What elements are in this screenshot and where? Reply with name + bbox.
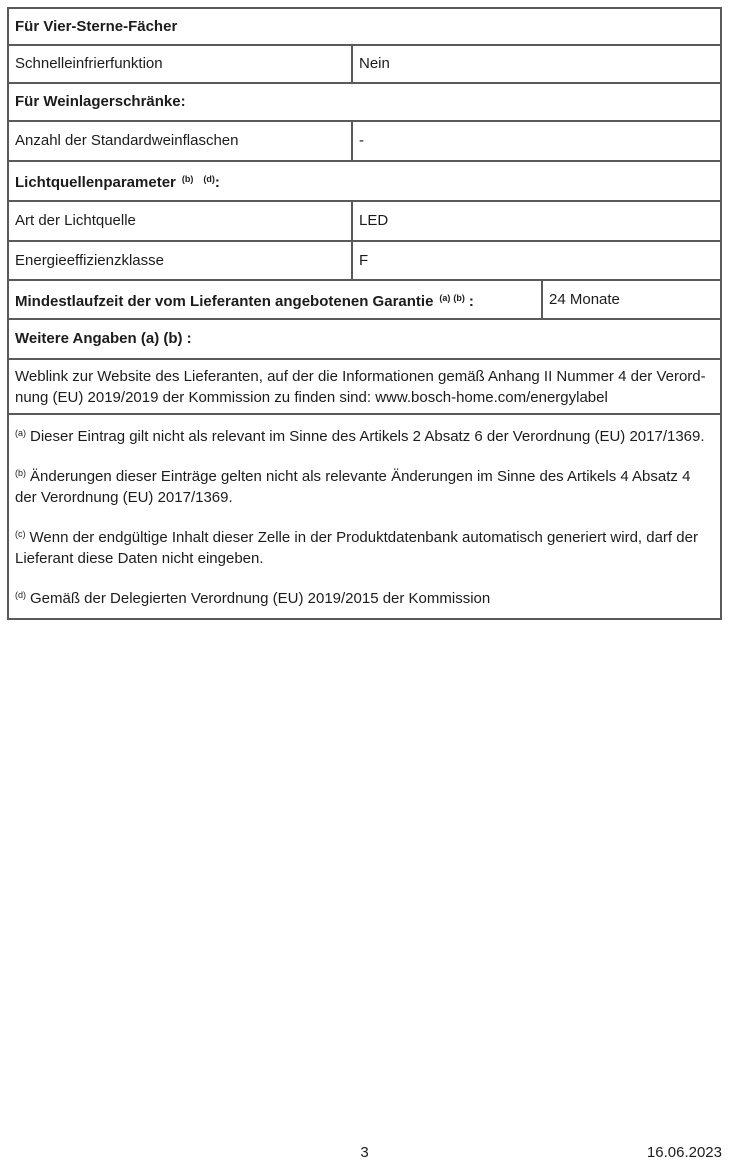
product-datasheet-table bbox=[7, 7, 722, 620]
page-number: 3 bbox=[360, 1144, 369, 1161]
footnote-d-text: Gemäß der Delegierten Verordnung (EU) 2019/2015 der Kommission bbox=[30, 590, 491, 607]
table-row-more-info-header bbox=[9, 318, 720, 358]
row-value-warranty: 24 Monate bbox=[541, 281, 720, 318]
light-header-colon: : bbox=[214, 174, 220, 191]
table-row-footnotes bbox=[9, 413, 720, 618]
footnote-a-marker: (a) bbox=[15, 428, 26, 438]
section-header-more-info: Weitere Angaben (a) (b) : bbox=[15, 330, 192, 347]
row-label-wine-bottles: Anzahl der Standardweinflaschen bbox=[15, 132, 239, 149]
footnote-d bbox=[15, 585, 714, 618]
warranty-label: Mindestlaufzeit der vom Lieferanten angebotenen Garantie bbox=[15, 292, 434, 310]
row-label-fast-freeze: Schnelleinfrierfunktion bbox=[15, 55, 163, 72]
table-row-four-star-header bbox=[9, 9, 720, 44]
footnote-b-text: Änderungen dieser Einträge gelten nicht als relevante Änderungen im Sinne des Artikels 4 Absatz 4 der Verordnung (EU) 2017/1369. bbox=[15, 468, 691, 506]
row-label-light-class: Energieeffizienzklasse bbox=[15, 251, 164, 269]
warranty-footnote-ref-a: (a) bbox=[439, 292, 451, 303]
table-row-light-class bbox=[9, 240, 720, 279]
section-header-four-star: Für Vier-Sterne-Fächer bbox=[15, 17, 178, 35]
light-header-label: Lichtquellenparameter bbox=[15, 174, 176, 191]
section-header-light-params bbox=[9, 162, 720, 200]
table-row-light-header bbox=[9, 160, 720, 200]
row-value-fast-freeze: Nein bbox=[351, 46, 720, 82]
row-value-light-class: F bbox=[351, 242, 720, 279]
warranty-footnote-ref-b: (b) bbox=[453, 292, 465, 303]
footnote-d-marker: (d) bbox=[15, 590, 26, 600]
weblink-text: Weblink zur Website des Lieferanten, auf der die Informationen gemäß Anhang II Nummer 4 der Verordnung (EU) 2019/2019 der Kommission zu finden sind: www.bosch-home.com/energylabel bbox=[15, 368, 706, 406]
table-row-fast-freeze bbox=[9, 44, 720, 82]
footnote-a-text: Dieser Eintrag gilt nicht als relevant im Sinne des Artikels 2 Absatz 6 der Verordnung (EU) 2017/1369. bbox=[30, 428, 705, 445]
table-row-wine-bottles bbox=[9, 120, 720, 160]
table-row-wine-header bbox=[9, 82, 720, 120]
row-value-light-type: LED bbox=[351, 202, 720, 240]
footnote-c-marker: (c) bbox=[15, 529, 26, 539]
document-date: 16.06.2023 bbox=[646, 1144, 722, 1161]
table-row-weblink bbox=[9, 358, 720, 413]
light-header-footnote-ref-d: (d) bbox=[203, 174, 215, 184]
table-row-light-type bbox=[9, 200, 720, 240]
table-row-warranty bbox=[9, 279, 720, 318]
warranty-colon: : bbox=[468, 292, 474, 310]
footnote-a bbox=[15, 423, 714, 447]
row-value-wine-bottles: - bbox=[351, 122, 720, 160]
section-header-wine: Für Weinlagerschränke: bbox=[15, 93, 186, 110]
row-label-light-type: Art der Lichtquelle bbox=[15, 212, 136, 229]
footnote-b bbox=[15, 463, 714, 508]
footnote-b-marker: (b) bbox=[15, 468, 26, 478]
footnote-c bbox=[15, 524, 714, 569]
row-label-warranty bbox=[9, 281, 541, 318]
footnote-c-text: Wenn der endgültige Inhalt dieser Zelle in der Produktdatenbank automatisch generiert wird, darf der Lieferant diese Daten nicht eingeben. bbox=[15, 529, 698, 567]
light-header-footnote-ref-b: (b) bbox=[181, 174, 194, 184]
